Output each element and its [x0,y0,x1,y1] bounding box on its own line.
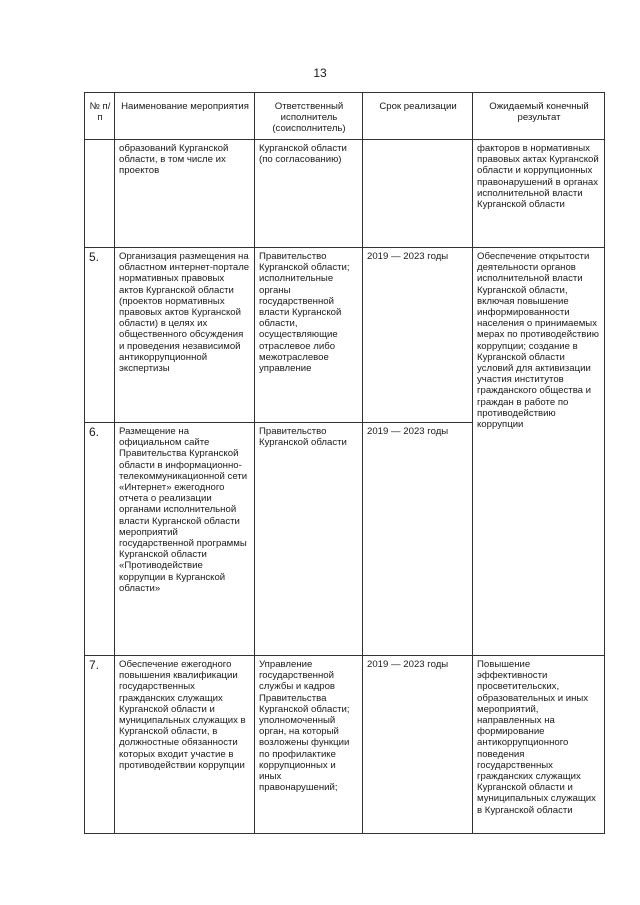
table-header-row [85,93,605,140]
cell-number: 6. [85,423,115,656]
cell-term: 2019 — 2023 годы [363,656,473,834]
cell-responsible: Курганской области (по согласованию) [255,140,363,248]
table-row-continuation [85,140,605,248]
measures-table [84,92,605,834]
cell-number: 5. [85,248,115,423]
table-row [85,248,605,423]
cell-measure-name: Организация размещения на областном интернет-портале нормативных правовых актов Курганской области (проектов нормативных правовых актов Курганской области) в целях их общественного обсуждения и проведения независимой антикоррупционной экспертизы [115,248,255,423]
header-number: № п/п [85,93,115,140]
cell-result: Повышение эффективности просветительских, образовательных и иных мероприятий, направленных на формирование антикоррупционного поведения государственных гражданских служащих Курганской области и муниципальных служащих в Курганской области [473,656,605,834]
cell-responsible: Правительство Курганской области [255,423,363,656]
page-number: 13 [313,66,327,80]
table-row [85,656,605,834]
cell-responsible: Управление государственной службы и кадров Правительства Курганской области; уполномоченный орган, на который возложены функции по профилактике коррупционных и иных правонарушений; [255,656,363,834]
header-result: Ожидаемый конечный результат [473,93,605,140]
cell-responsible: Правительство Курганской области; исполнительные органы государственной власти Курганской области, осуществляющие отраслевое либо межотраслевое управление [255,248,363,423]
cell-result: факторов в нормативных правовых актах Курганской области и коррупционных правонарушений в органах исполнительной власти Курганской области [473,140,605,248]
cell-term: 2019 — 2023 годы [363,423,473,656]
cell-term: 2019 — 2023 годы [363,248,473,423]
cell-number [85,140,115,248]
header-measure-name: Наименование мероприятия [115,93,255,140]
header-responsible: Ответственный исполнитель (соисполнитель) [255,93,363,140]
header-term: Срок реализации [363,93,473,140]
cell-measure-name: Обеспечение ежегодного повышения квалификации государственных гражданских служащих Курганской области и муниципальных служащих в Курганской области, в должностные обязанности которых входит участие в противодействии коррупции [115,656,255,834]
cell-result: Обеспечение открытости деятельности органов исполнительной власти Курганской области, включая повышение информированности населения о принимаемых мерах по противодействию коррупции; создание в Курганской области условий для активизации участия институтов гражданского общества и граждан в работе по противодействию коррупции [473,248,605,656]
cell-measure-name: образований Курганской области, в том числе их проектов [115,140,255,248]
cell-measure-name: Размещение на официальном сайте Правительства Курганской области в информационно-телекоммуникационной сети «Интернет» ежегодного отчета о реализации органами исполнительной власти Курганской области мероприятий государственной программы Курганской области «Противодействие коррупции в Курганской области» [115,423,255,656]
cell-term [363,140,473,248]
cell-number: 7. [85,656,115,834]
